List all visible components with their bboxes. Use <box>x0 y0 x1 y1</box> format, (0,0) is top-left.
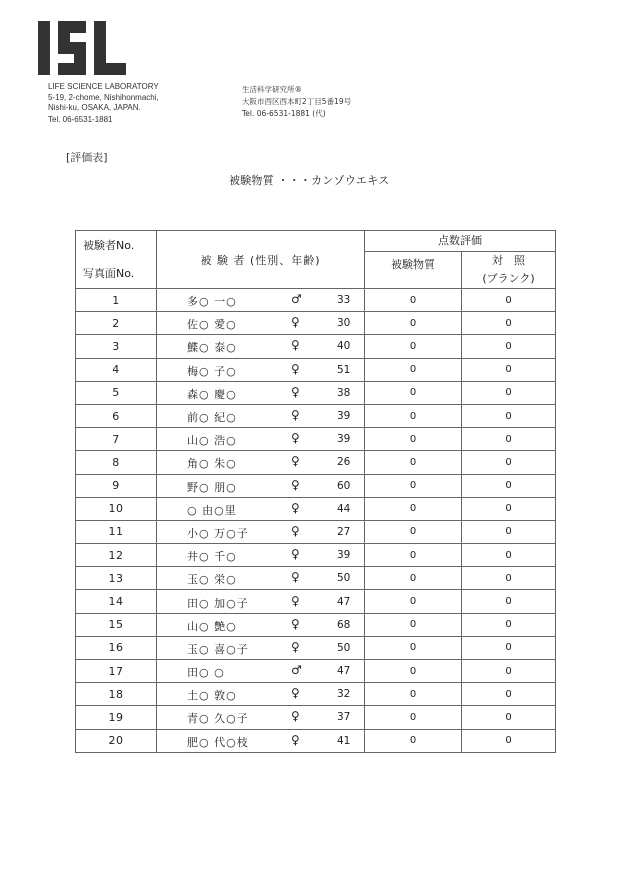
subject-sex-symbol: ♀ <box>291 338 300 353</box>
subject-sex-symbol: ♀ <box>291 709 300 724</box>
subject-cell <box>157 451 365 474</box>
address-jp-tel: Tel. 06-6531-1881 (代) <box>242 109 326 118</box>
control-score: 0 <box>462 613 556 636</box>
control-score: 0 <box>462 636 556 659</box>
subject-cell <box>157 312 365 335</box>
subject-sex-symbol: ♀ <box>291 500 300 515</box>
control-score: 0 <box>462 381 556 404</box>
subject-name: 土○ 敦○ <box>187 689 237 703</box>
document-title: 被験物質 ・・・カンゾウエキス <box>229 174 390 187</box>
test-score: 0 <box>365 706 462 729</box>
subject-sex-symbol: ♀ <box>291 570 300 585</box>
subject-number: 10 <box>76 497 157 520</box>
table-row <box>76 312 556 335</box>
table-body <box>76 289 556 753</box>
control-score: 0 <box>462 474 556 497</box>
subject-name: 山○ 浩○ <box>187 434 237 448</box>
subject-cell <box>157 590 365 613</box>
address-en-line: 5-19, 2-chome, Nishihonmachi, <box>48 92 159 102</box>
table-row <box>76 428 556 451</box>
table-row <box>76 451 556 474</box>
subject-cell <box>157 497 365 520</box>
subject-name: 井○ 千○ <box>187 550 237 564</box>
subject-name: 玉○ 栄○ <box>187 573 237 587</box>
subject-name: 鰈○ 泰○ <box>187 341 237 355</box>
control-score: 0 <box>462 706 556 729</box>
subject-name: 田○ ○ <box>187 666 225 680</box>
subject-sex-symbol: ♀ <box>291 477 300 492</box>
header-control-line2: (ブランク) <box>482 272 535 285</box>
subject-number: 12 <box>76 544 157 567</box>
subject-sex-symbol: ♀ <box>291 408 300 423</box>
subject-cell <box>157 706 365 729</box>
subject-cell <box>157 660 365 683</box>
subject-name: 森○ 慶○ <box>187 387 237 401</box>
subject-number: 9 <box>76 474 157 497</box>
subject-number: 15 <box>76 613 157 636</box>
subject-name: 玉○ 喜○子 <box>187 642 249 656</box>
control-score: 0 <box>462 451 556 474</box>
subject-sex-symbol: ♀ <box>291 639 300 654</box>
subject-sex-symbol: ♀ <box>291 616 300 631</box>
test-score: 0 <box>365 683 462 706</box>
control-score: 0 <box>462 312 556 335</box>
subject-name: 佐○ 愛○ <box>187 318 237 332</box>
subject-age: 51 <box>337 363 351 376</box>
address-en-line: LIFE SCIENCE LABORATORY <box>48 82 159 91</box>
subject-sex-symbol: ♀ <box>291 686 300 701</box>
subject-number: 17 <box>76 660 157 683</box>
subject-age: 33 <box>337 294 351 307</box>
subject-age: 39 <box>337 549 351 562</box>
table-row <box>76 660 556 683</box>
control-score: 0 <box>462 567 556 590</box>
test-score: 0 <box>365 451 462 474</box>
subject-age: 39 <box>337 433 351 446</box>
subject-age: 44 <box>337 502 351 515</box>
subject-age: 27 <box>337 525 351 538</box>
subject-number: 5 <box>76 381 157 404</box>
test-score: 0 <box>365 289 462 312</box>
test-score: 0 <box>365 358 462 381</box>
subject-cell <box>157 729 365 752</box>
subject-cell <box>157 289 365 312</box>
table-row <box>76 544 556 567</box>
control-score: 0 <box>462 289 556 312</box>
subject-sex-symbol: ♂ <box>291 292 302 307</box>
subject-age: 47 <box>337 665 351 678</box>
subject-age: 47 <box>337 595 351 608</box>
test-score: 0 <box>365 404 462 427</box>
subject-age: 32 <box>337 688 351 701</box>
table-row <box>76 636 556 659</box>
test-score: 0 <box>365 474 462 497</box>
isl-logo <box>36 20 128 78</box>
table-row <box>76 683 556 706</box>
subject-cell <box>157 520 365 543</box>
control-score: 0 <box>462 358 556 381</box>
subject-name: ○ 由○里 <box>187 503 237 517</box>
header-photo-no-line2: 写真面No. <box>83 266 135 280</box>
subject-cell <box>157 404 365 427</box>
subject-number: 7 <box>76 428 157 451</box>
control-score: 0 <box>462 544 556 567</box>
address-en-tel: Tel. 06-6531-1881 <box>48 114 113 124</box>
subject-cell <box>157 544 365 567</box>
subject-age: 50 <box>337 641 351 654</box>
control-score: 0 <box>462 520 556 543</box>
subject-cell <box>157 474 365 497</box>
subject-age: 39 <box>337 410 351 423</box>
table-row <box>76 567 556 590</box>
subject-sex-symbol: ♀ <box>291 454 300 469</box>
subject-number: 20 <box>76 729 157 752</box>
table-row <box>76 520 556 543</box>
table-row <box>76 289 556 312</box>
subject-number: 6 <box>76 404 157 427</box>
subject-name: 青○ 久○子 <box>187 712 249 726</box>
header-score: 点数評価 <box>365 231 556 252</box>
subject-number: 8 <box>76 451 157 474</box>
subject-cell <box>157 636 365 659</box>
header-subject-no <box>76 231 157 289</box>
subject-age: 26 <box>337 456 351 469</box>
control-score: 0 <box>462 497 556 520</box>
test-score: 0 <box>365 544 462 567</box>
table-row <box>76 497 556 520</box>
subject-name: 野○ 朋○ <box>187 480 237 494</box>
address-en-line: Nishi-ku, OSAKA, JAPAN. <box>48 103 141 112</box>
subject-name: 梅○ 子○ <box>187 364 237 378</box>
subject-sex-symbol: ♀ <box>291 547 300 562</box>
subject-cell <box>157 428 365 451</box>
subject-cell <box>157 613 365 636</box>
subject-sex-symbol: ♀ <box>291 523 300 538</box>
subject-number: 14 <box>76 590 157 613</box>
subject-number: 18 <box>76 683 157 706</box>
test-score: 0 <box>365 567 462 590</box>
evaluation-table <box>75 230 556 753</box>
address-jp-line: 大阪市西区西本町2丁目5番19号 <box>242 97 352 106</box>
subject-number: 1 <box>76 289 157 312</box>
subject-sex-symbol: ♀ <box>291 315 300 330</box>
address-jp-line: 生活科学研究所® <box>242 85 302 94</box>
subject-age: 40 <box>337 340 351 353</box>
subject-cell <box>157 381 365 404</box>
control-score: 0 <box>462 428 556 451</box>
subject-age: 50 <box>337 572 351 585</box>
subject-name: 角○ 朱○ <box>187 457 237 471</box>
subject-name: 肥○ 代○枝 <box>187 735 249 749</box>
subject-number: 11 <box>76 520 157 543</box>
subject-number: 2 <box>76 312 157 335</box>
subject-cell <box>157 683 365 706</box>
test-score: 0 <box>365 636 462 659</box>
subject-age: 30 <box>337 317 351 330</box>
subject-sex-symbol: ♀ <box>291 593 300 608</box>
header-test-substance: 被験物質 <box>365 252 462 289</box>
subject-number: 16 <box>76 636 157 659</box>
header-control-line1: 対 照 <box>492 254 525 267</box>
test-score: 0 <box>365 312 462 335</box>
subject-sex-symbol: ♀ <box>291 384 300 399</box>
control-score: 0 <box>462 683 556 706</box>
control-score: 0 <box>462 335 556 358</box>
table-row <box>76 335 556 358</box>
subject-cell <box>157 358 365 381</box>
subject-name: 小○ 万○子 <box>187 526 249 540</box>
test-score: 0 <box>365 613 462 636</box>
subject-sex-symbol: ♀ <box>291 361 300 376</box>
test-score: 0 <box>365 590 462 613</box>
test-score: 0 <box>365 729 462 752</box>
subject-number: 3 <box>76 335 157 358</box>
address-english <box>48 82 159 125</box>
control-score: 0 <box>462 660 556 683</box>
address-japanese <box>242 84 351 120</box>
subject-sex-symbol: ♀ <box>291 431 300 446</box>
header-control <box>462 252 556 289</box>
subject-age: 68 <box>337 618 351 631</box>
control-score: 0 <box>462 590 556 613</box>
table-row <box>76 358 556 381</box>
subject-name: 前○ 紀○ <box>187 411 237 425</box>
subject-age: 38 <box>337 386 351 399</box>
table-row <box>76 381 556 404</box>
test-score: 0 <box>365 381 462 404</box>
table-row <box>76 729 556 752</box>
test-score: 0 <box>365 335 462 358</box>
table-row <box>76 474 556 497</box>
table-row <box>76 613 556 636</box>
control-score: 0 <box>462 404 556 427</box>
subject-name: 田○ 加○子 <box>187 596 249 610</box>
subject-name: 多○ 一○ <box>187 295 237 309</box>
subject-number: 13 <box>76 567 157 590</box>
subject-sex-symbol: ♀ <box>291 732 300 747</box>
test-score: 0 <box>365 497 462 520</box>
subject-age: 60 <box>337 479 351 492</box>
table-row <box>76 404 556 427</box>
subject-number: 19 <box>76 706 157 729</box>
subject-sex-symbol: ♂ <box>291 663 302 678</box>
document-label: [評価表] <box>66 151 108 164</box>
test-score: 0 <box>365 428 462 451</box>
test-score: 0 <box>365 520 462 543</box>
subject-age: 37 <box>337 711 351 724</box>
subject-name: 山○ 艶○ <box>187 619 237 633</box>
test-score: 0 <box>365 660 462 683</box>
control-score: 0 <box>462 729 556 752</box>
table-row <box>76 706 556 729</box>
table-row <box>76 590 556 613</box>
subject-cell <box>157 567 365 590</box>
subject-cell <box>157 335 365 358</box>
header-subject-no-line1: 被験者No. <box>83 238 135 252</box>
subject-age: 41 <box>337 734 351 747</box>
header-subject: 被 験 者 (性別、年齢) <box>157 231 365 289</box>
subject-number: 4 <box>76 358 157 381</box>
